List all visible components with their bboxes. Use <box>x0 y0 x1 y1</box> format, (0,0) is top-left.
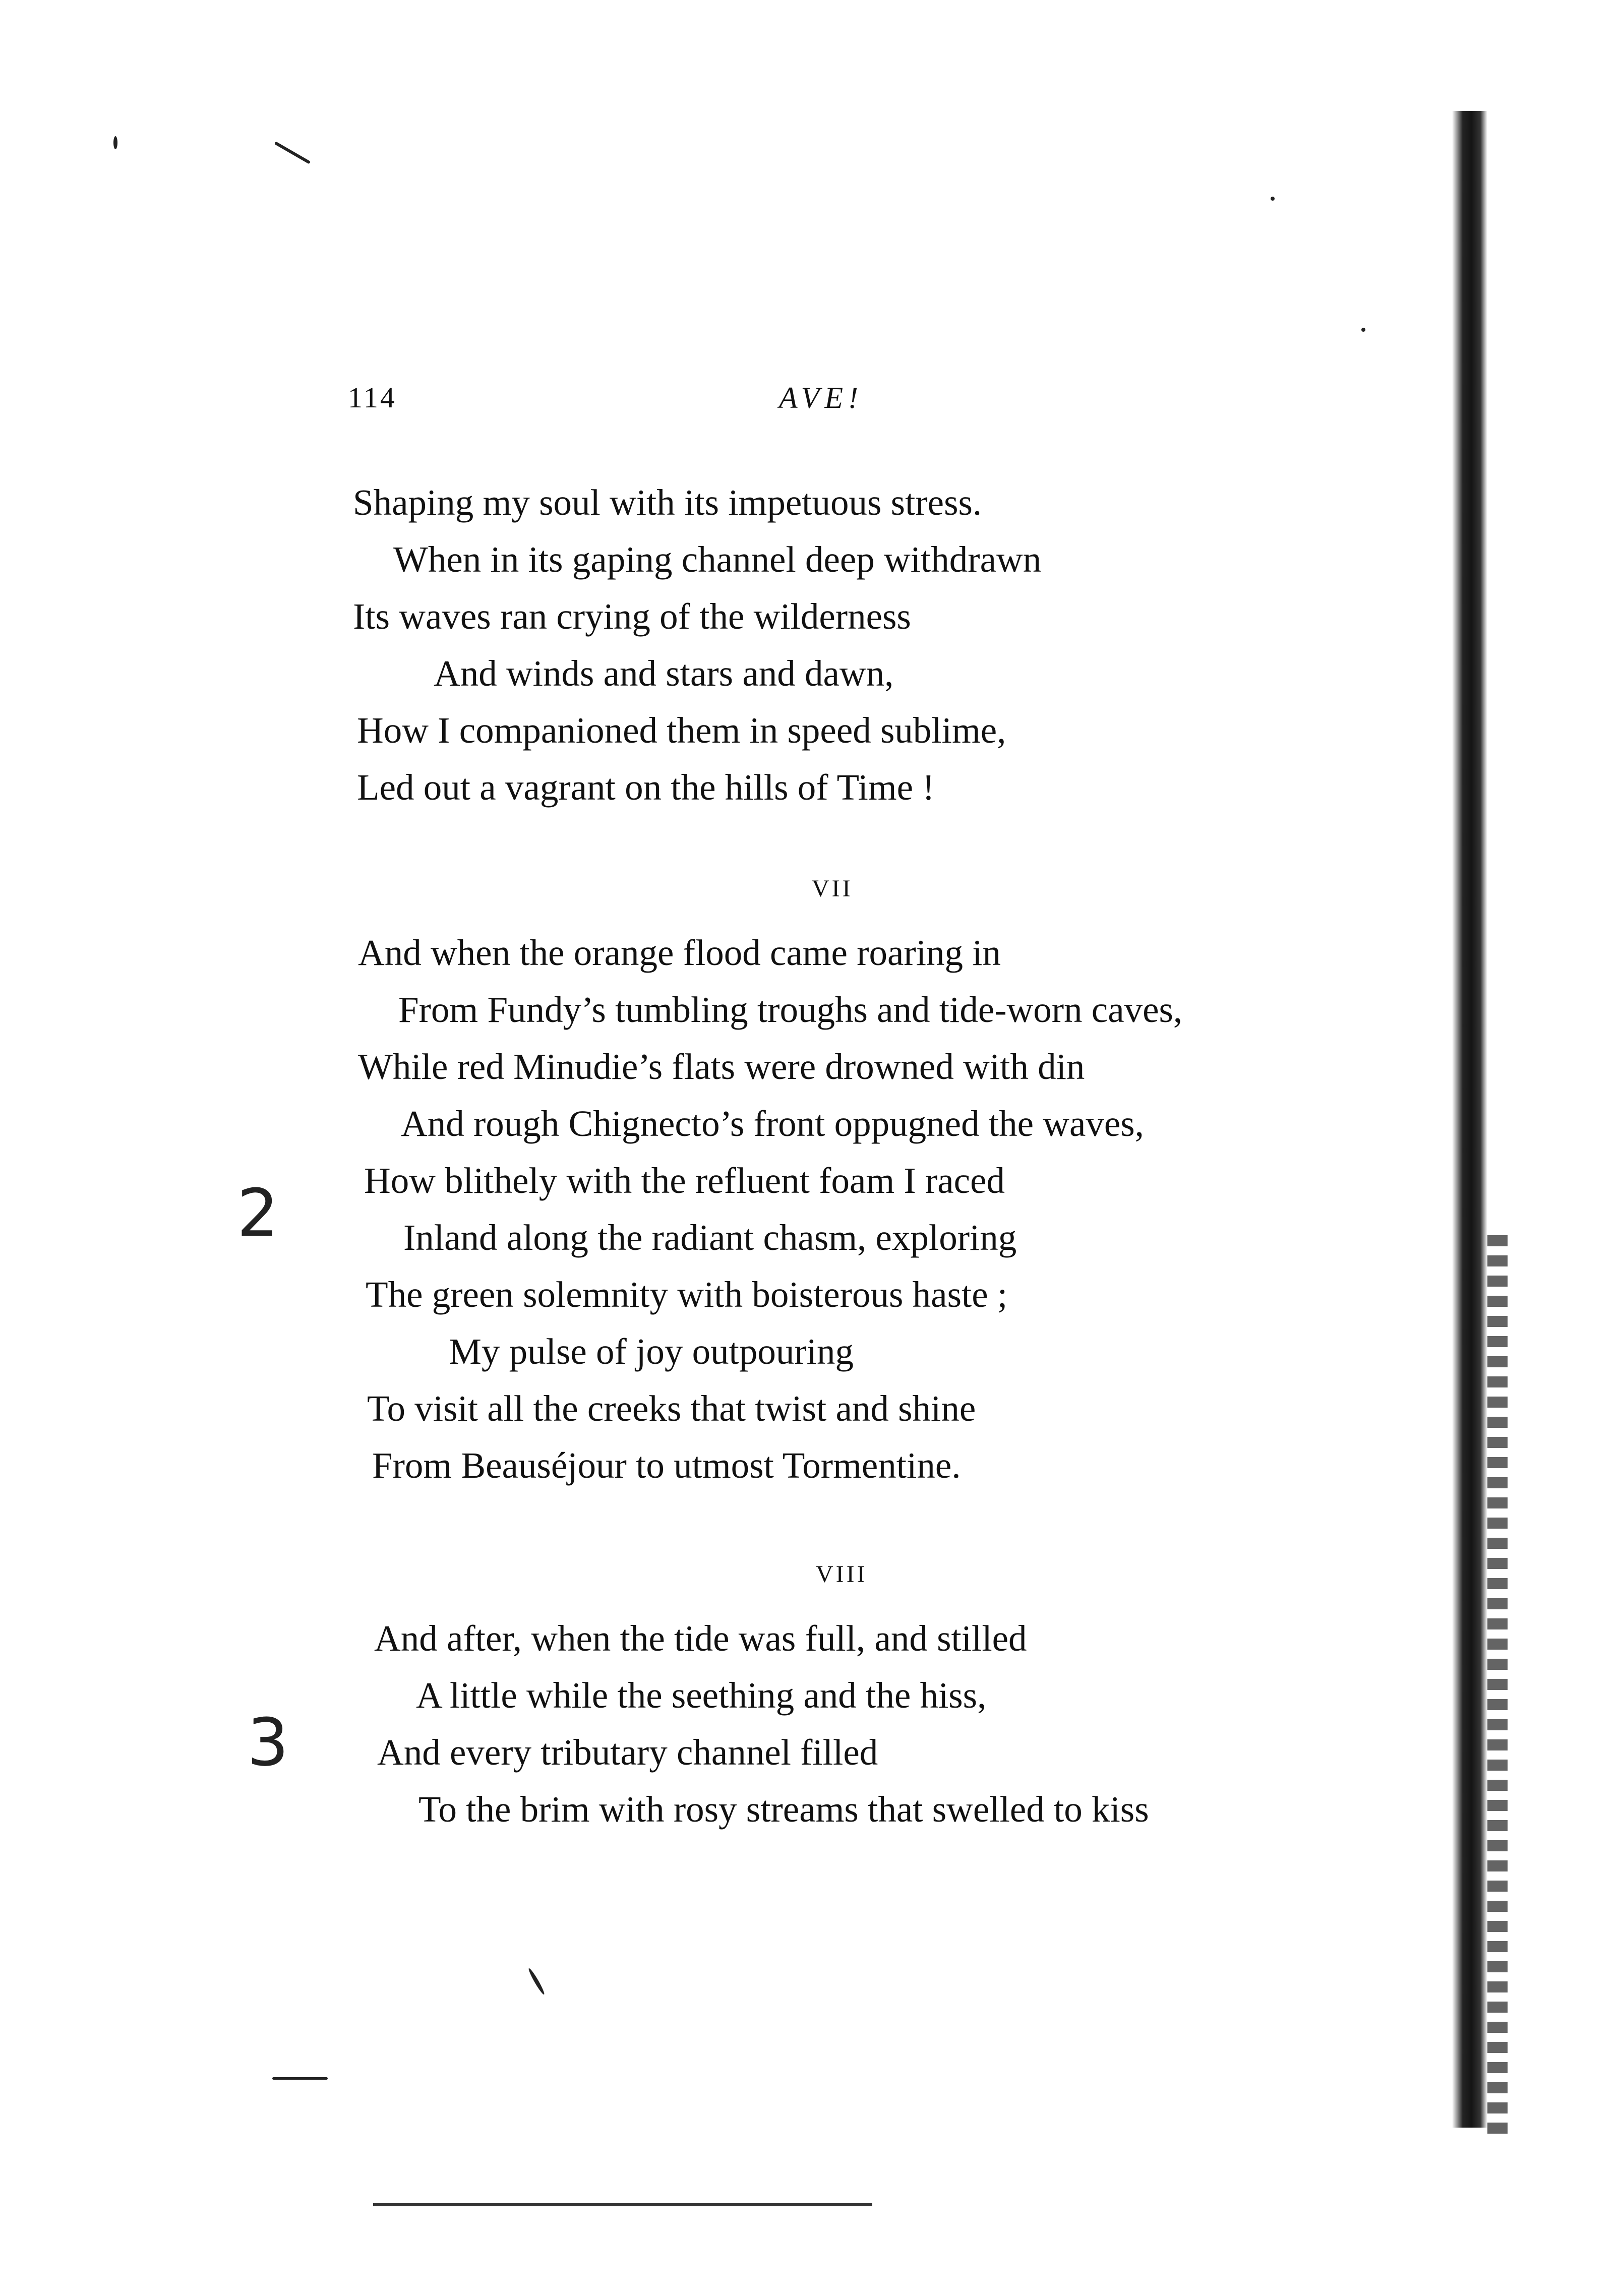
verse-line: From Beauséjour to utmost Tormentine. <box>372 1445 961 1486</box>
verse-line: To visit all the creeks that twist and shine <box>367 1388 976 1429</box>
scan-speck <box>527 1967 546 1996</box>
scan-bottom-rule <box>373 2203 872 2206</box>
verse-line: While red Minudie’s flats were drowned with din <box>358 1046 1085 1087</box>
verse-line: The green solemnity with boisterous haste ; <box>366 1274 1008 1315</box>
section-number: VII <box>812 875 853 902</box>
verse-line: And every tributary channel filled <box>377 1732 878 1773</box>
verse-line: Inland along the radiant chasm, exploring <box>403 1217 1017 1258</box>
verse-line: And winds and stars and dawn, <box>434 653 894 694</box>
verse-line: And rough Chignecto’s front oppugned the waves, <box>401 1103 1144 1144</box>
verse-line: Its waves ran crying of the wilderness <box>353 596 911 637</box>
verse-line: To the brim with rosy streams that swelled to kiss <box>418 1789 1149 1830</box>
section-number: VIII <box>816 1561 868 1588</box>
verse-line: And when the orange flood came roaring in <box>358 932 1001 973</box>
scan-speck <box>1361 328 1365 332</box>
running-title: AVE! <box>779 381 863 414</box>
verse-line: A little while the seething and the hiss, <box>416 1675 987 1716</box>
verse-line: Led out a vagrant on the hills of Time ! <box>357 767 935 808</box>
scan-speck <box>1271 197 1275 201</box>
margin-annotation: 3 <box>247 1704 289 1781</box>
scan-speck <box>113 136 117 149</box>
verse-line: How I companioned them in speed sublime, <box>357 710 1006 751</box>
margin-annotation: 2 <box>237 1175 279 1251</box>
verse-line: How blithely with the refluent foam I raced <box>364 1160 1005 1201</box>
verse-line: My pulse of joy outpouring <box>449 1331 854 1372</box>
scan-speck <box>274 141 311 164</box>
scan-edge-noise <box>1487 1235 1508 2143</box>
verse-line: Shaping my soul with its impetuous stress. <box>353 482 982 523</box>
verse-line: From Fundy’s tumbling troughs and tide-worn caves, <box>398 989 1183 1030</box>
verse-line: When in its gaping channel deep withdrawn <box>393 539 1042 580</box>
page-header <box>0 381 1619 426</box>
verse-line: And after, when the tide was full, and stilled <box>374 1618 1027 1659</box>
page-number: 114 <box>348 381 397 414</box>
scan-speck <box>272 2077 328 2080</box>
